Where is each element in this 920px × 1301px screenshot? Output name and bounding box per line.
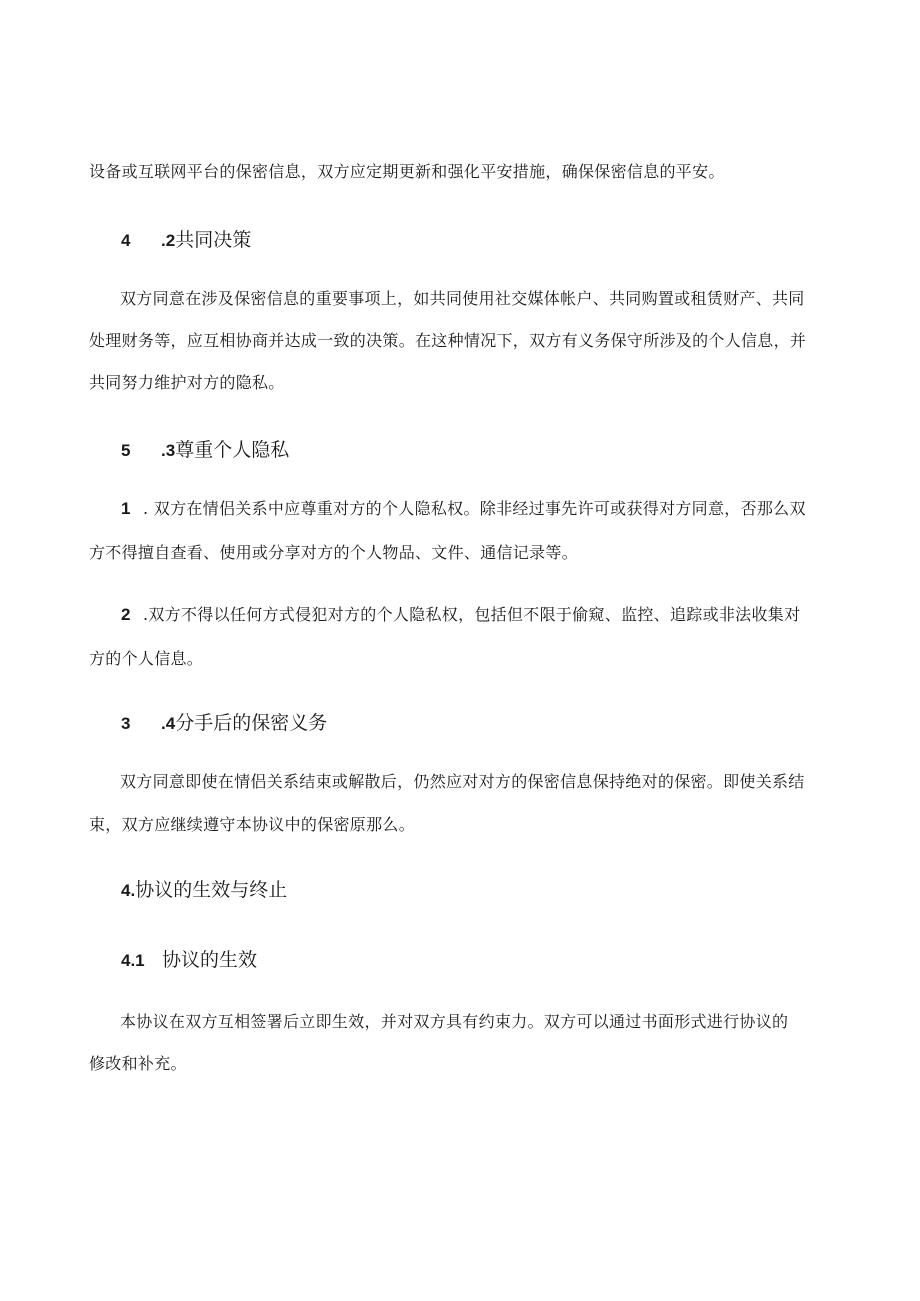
heading-5-3 <box>121 438 289 463</box>
heading-title: 协议的生效 <box>162 949 258 971</box>
heading-number: 4.1 <box>121 951 145 970</box>
paragraph-4-1-line-1: 本协议在双方互相签署后立即生效，并对双方具有约束力。双方可以通过书面形式进行协议的 <box>120 1012 789 1031</box>
list-item-1-line-1 <box>121 499 806 519</box>
heading-3-4 <box>121 711 327 736</box>
heading-number: 4 <box>121 231 131 250</box>
list-item-2-line-1 <box>121 605 800 625</box>
list-item-number: 2 <box>121 605 131 624</box>
paragraph-4-1-line-2: 修改和补充。 <box>89 1054 187 1073</box>
list-item-2-line-2: 方的个人信息。 <box>89 649 204 668</box>
paragraph-4-2-line-3: 共同努力维护对方的隐私。 <box>89 373 285 392</box>
heading-sub-number: .3 <box>161 441 176 460</box>
heading-sub-number: .4 <box>161 714 176 733</box>
list-item-text: . 双方在情侣关系中应尊重对方的个人隐私权。除非经过事先许可或获得对方同意，否那么双 <box>143 499 806 518</box>
heading-4-2 <box>121 228 251 253</box>
heading-4 <box>121 878 287 903</box>
heading-4-1 <box>121 948 257 973</box>
heading-title: 共同决策 <box>175 229 252 251</box>
heading-number: 3 <box>121 714 131 733</box>
paragraph-3-4-line-1: 双方同意即使在情侣关系结束或解散后，仍然应对对方的保密信息保持绝对的保密。即使关系结 <box>120 772 805 791</box>
list-item-text: .双方不得以任何方式侵犯对方的个人隐私权，包括但不限于偷窥、监控、追踪或非法收集对 <box>143 605 801 624</box>
heading-number: 4. <box>121 881 136 900</box>
list-item-1-line-2: 方不得擅自查看、使用或分享对方的个人物品、文件、通信记录等。 <box>89 543 579 562</box>
paragraph-4-2-line-2: 处理财务等，应互相协商并达成一致的决策。在这种情况下，双方有义务保守所涉及的个人信息，并 <box>89 331 807 350</box>
list-item-number: 1 <box>121 499 131 518</box>
heading-title: 分手后的保密义务 <box>175 712 328 734</box>
paragraph-4-2-line-1: 双方同意在涉及保密信息的重要事项上，如共同使用社交媒体帐户、共同购置或租赁财产、共同 <box>120 289 805 308</box>
heading-title: 协议的生效与终止 <box>135 879 288 901</box>
heading-number: 5 <box>121 441 131 460</box>
heading-sub-number: .2 <box>161 231 176 250</box>
heading-title: 尊重个人隐私 <box>175 439 290 461</box>
paragraph-intro-line-1: 设备或互联网平台的保密信息，双方应定期更新和强化平安措施，确保保密信息的平安。 <box>89 162 725 181</box>
paragraph-3-4-line-2: 束，双方应继续遵守本协议中的保密原那么。 <box>89 815 416 834</box>
